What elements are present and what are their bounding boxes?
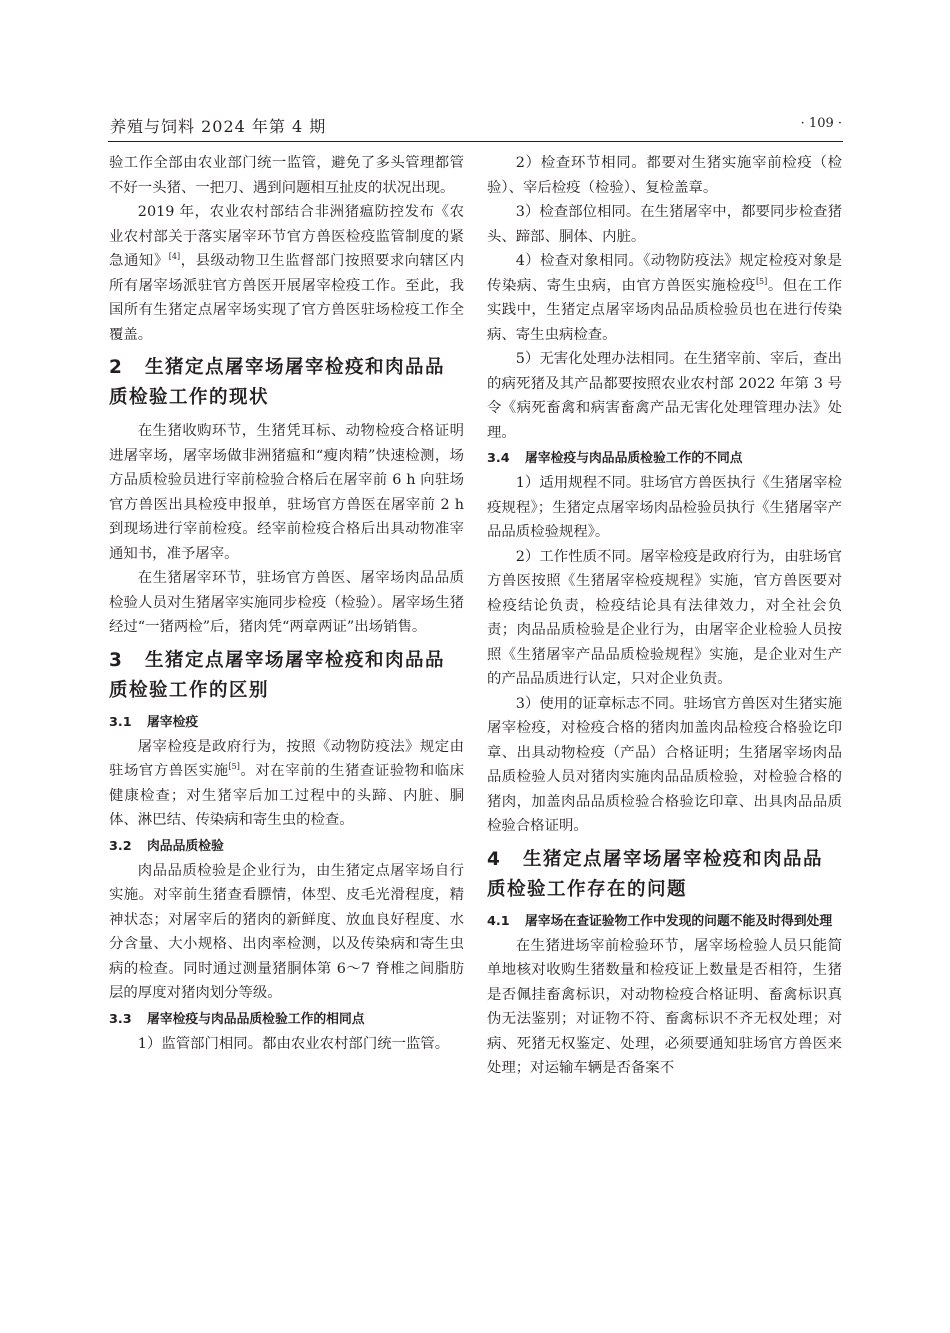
section-heading-4: 4 生猪定点屠宰场屠宰检疫和肉品品质检验工作存在的问题 [487, 848, 824, 900]
citation: [4] [168, 252, 181, 262]
paragraph: 1）监管部门相同。都由农业农村部门统一监管。 [137, 1035, 450, 1052]
paragraph: 2）检查环节相同。都要对生猪实施宰前检疫（检验）、宰后检疫（检验）、复检盖章。 [487, 155, 842, 196]
paragraph: 在生猪进场宰前检验环节，屠宰场检验人员只能简单地核对收购生猪数量和检疫证上数量是否相符，生猪是否佩挂畜禽标识，对动物检疫合格证明、畜禽标识真伪无法鉴别；对证物不符、畜禽标识不齐无权处理；对病、死猪无权鉴定、处理，必须要通知驻场官方兽医来处理；对运输车辆是否备案不 [487, 937, 842, 1076]
paragraph: 在生猪屠宰环节，驻场官方兽医、屠宰场肉品品质检验人员对生猪屠宰实施同步检疫（检验）。屠宰场生猪经过“一猪两检”后，猪肉凭“两章两证”出场销售。 [109, 570, 464, 635]
citation: [5] [755, 276, 768, 286]
paragraph: 屠宰检疫是政府行为，按照《动物防疫法》规定由驻场官方兽医实施[5]。对在宰前的生猪查证验物和临床健康检查；对生猪宰后加工过程中的头蹄、内脏、胴体、淋巴结、传染病和寄生虫的检查。 [109, 738, 464, 828]
left-column [109, 151, 464, 1056]
subsection-heading-4-1: 4.1 屠宰场在查证验物工作中发现的问题不能及时得到处理 [487, 913, 833, 929]
section-heading-2: 2 生猪定点屠宰场屠宰检疫和肉品品质检验工作的现状 [109, 357, 446, 408]
right-column [487, 151, 842, 1081]
header-rule [108, 141, 843, 142]
paragraph: 2）工作性质不同。屠宰检疫是政府行为，由驻场官方兽医按照《生猪屠宰检疫规程》实施，官方兽医要对检疫结论负责，检疫结论具有法律效力，对全社会负责；肉品品质检验是企业行为，由屠宰企业检验人员按照《生猪屠宰产品品质检验规程》实施，是企业对生产的产品品质进行认定，只对企业负责。 [487, 548, 842, 687]
paragraph: 验工作全部由农业部门统一监管，避免了多头管理都管不好一头猪、一把刀、遇到问题相互扯皮的状况出现。 [109, 155, 464, 196]
section-heading-3: 3 生猪定点屠宰场屠宰检疫和肉品品质检验工作的区别 [109, 649, 446, 701]
subsection-heading-3-1: 3.1 屠宰检疫 [109, 714, 199, 730]
paragraph: 5）无害化处理办法相同。在生猪宰前、宰后，查出的病死猪及其产品都要按照农业农村部 2022 年第 3 号令《病死畜禽和病害畜禽产品无害化处理管理办法》处理。 [487, 351, 842, 441]
page-number: · 109 · [800, 116, 842, 131]
subsection-heading-3-2: 3.2 肉品品质检验 [109, 838, 224, 854]
subsection-heading-3-4: 3.4 屠宰检疫与肉品品质检验工作的不同点 [487, 451, 743, 466]
subsection-heading-3-3: 3.3 屠宰检疫与肉品品质检验工作的相同点 [109, 1011, 365, 1027]
paragraph: 3）使用的证章标志不同。驻场官方兽医对生猪实施屠宰检疫，对检疫合格的猪肉加盖肉品检疫合格验讫印章、出具动物检疫（产品）合格证明；生猪屠宰场肉品品质检验人员对猪肉实施肉品品质检验，对检验合格的猪肉，加盖肉品品质检验合格验讫印章、出具肉品品质检验合格证明。 [487, 695, 842, 834]
journal-title: 养殖与饲料 2024 年第 4 期 [110, 117, 327, 136]
paragraph: 4）检查对象相同。《动物防疫法》规定检疫对象是传染病、寄生虫病，由官方兽医实施检疫[5]。但在工作实践中，生猪定点屠宰场肉品品质检验员也在进行传染病、寄生虫病检查。 [487, 253, 842, 343]
paragraph: 1）适用规程不同。驻场官方兽医执行《生猪屠宰检疫规程》；生猪定点屠宰场肉品检验员执行《生猪屠宰产品品质检验规程》。 [487, 475, 842, 540]
citation: [5] [228, 762, 240, 772]
paragraph: 在生猪收购环节，生猪凭耳标、动物检疫合格证明进屠宰场，屠宰场做非洲猪瘟和“瘦肉精”快速检测，场方品质检验员进行宰前检验合格后在屠宰前 6 h 向驻场官方兽医出具检疫申报单，驻场官方兽医在屠宰前 2 h 到现场进行宰前检疫。经宰前检疫合格后出具动物准宰通知书，准予屠宰。 [109, 423, 464, 562]
paragraph: 3）检查部位相同。在生猪屠宰中，都要同步检查猪头、蹄部、胴体、内脏。 [487, 204, 842, 245]
running-header [110, 114, 842, 140]
paragraph: 2019 年，农业农村部结合非洲猪瘟防控发布《农业农村部关于落实屠宰环节官方兽医检疫监管制度的紧急通知》[4]，县级动物卫生监督部门按照要求向辖区内所有屠宰场派驻官方兽医开展屠宰检疫工作。至此，我国所有生猪定点屠宰场实现了官方兽医驻场检疫工作全覆盖。 [109, 204, 464, 343]
paragraph: 肉品品质检验是企业行为，由生猪定点屠宰场自行实施。对宰前生猪查看膘情，体型、皮毛光滑程度，精神状态；对屠宰后的猪肉的新鲜度、放血良好程度、水分含量、大小规格、出肉率检测，以及传染病和寄生虫病的检查。同时通过测量猪胴体第 6～7 脊椎之间脂肪层的厚度对猪肉划分等级。 [109, 862, 464, 1001]
